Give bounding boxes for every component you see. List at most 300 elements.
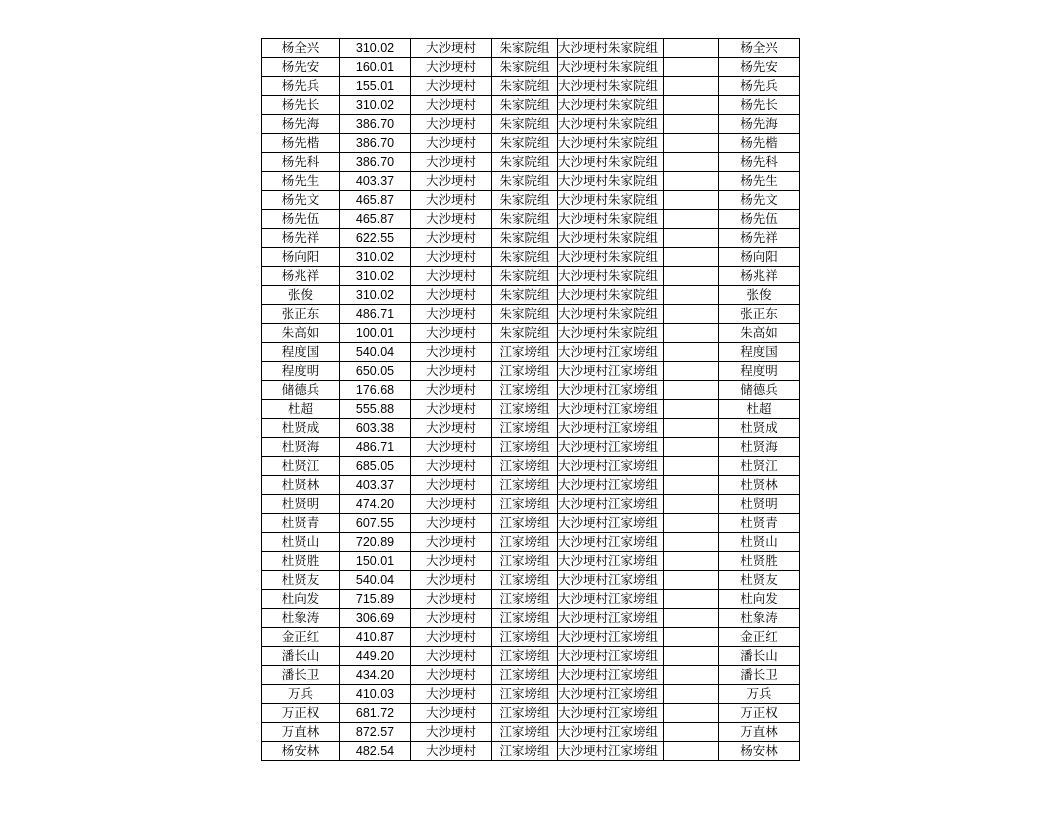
table-row xyxy=(262,590,800,609)
cell-village: 大沙埂村 xyxy=(411,286,492,305)
table-row xyxy=(262,628,800,647)
cell-group: 江家塝组 xyxy=(492,476,558,495)
cell-location: 大沙埂村江家塝组 xyxy=(558,685,664,704)
cell-village: 大沙埂村 xyxy=(411,685,492,704)
table-row xyxy=(262,685,800,704)
cell-owner: 程度明 xyxy=(719,362,800,381)
cell-blank xyxy=(664,77,719,96)
cell-village: 大沙埂村 xyxy=(411,552,492,571)
cell-blank xyxy=(664,704,719,723)
cell-name: 储德兵 xyxy=(262,381,340,400)
cell-area: 150.01 xyxy=(340,552,411,571)
cell-blank xyxy=(664,39,719,58)
table-row xyxy=(262,172,800,191)
cell-name: 杜象涛 xyxy=(262,609,340,628)
cell-location: 大沙埂村江家塝组 xyxy=(558,514,664,533)
cell-owner: 杨安林 xyxy=(719,742,800,761)
cell-owner: 万兵 xyxy=(719,685,800,704)
cell-area: 310.02 xyxy=(340,39,411,58)
cell-owner: 杨兆祥 xyxy=(719,267,800,286)
table-row xyxy=(262,324,800,343)
cell-village: 大沙埂村 xyxy=(411,723,492,742)
table-row xyxy=(262,495,800,514)
cell-owner: 杜贤青 xyxy=(719,514,800,533)
cell-name: 杨向阳 xyxy=(262,248,340,267)
cell-village: 大沙埂村 xyxy=(411,381,492,400)
cell-group: 朱家院组 xyxy=(492,115,558,134)
cell-group: 朱家院组 xyxy=(492,305,558,324)
table-row xyxy=(262,609,800,628)
cell-owner: 杨先长 xyxy=(719,96,800,115)
cell-owner: 杨向阳 xyxy=(719,248,800,267)
cell-village: 大沙埂村 xyxy=(411,438,492,457)
cell-name: 程度国 xyxy=(262,343,340,362)
cell-location: 大沙埂村江家塝组 xyxy=(558,533,664,552)
cell-owner: 杨先兵 xyxy=(719,77,800,96)
cell-group: 朱家院组 xyxy=(492,134,558,153)
cell-location: 大沙埂村江家塝组 xyxy=(558,343,664,362)
cell-area: 310.02 xyxy=(340,96,411,115)
cell-name: 金正红 xyxy=(262,628,340,647)
cell-location: 大沙埂村江家塝组 xyxy=(558,609,664,628)
cell-owner: 杜超 xyxy=(719,400,800,419)
cell-location: 大沙埂村江家塝组 xyxy=(558,742,664,761)
cell-group: 朱家院组 xyxy=(492,58,558,77)
cell-blank xyxy=(664,533,719,552)
cell-blank xyxy=(664,571,719,590)
table-row xyxy=(262,571,800,590)
cell-location: 大沙埂村朱家院组 xyxy=(558,210,664,229)
cell-name: 万正权 xyxy=(262,704,340,723)
cell-location: 大沙埂村江家塝组 xyxy=(558,419,664,438)
cell-blank xyxy=(664,590,719,609)
table-row xyxy=(262,666,800,685)
cell-area: 434.20 xyxy=(340,666,411,685)
cell-location: 大沙埂村朱家院组 xyxy=(558,286,664,305)
cell-location: 大沙埂村朱家院组 xyxy=(558,248,664,267)
cell-owner: 杨先文 xyxy=(719,191,800,210)
cell-name: 杨先楷 xyxy=(262,134,340,153)
cell-name: 杜贤海 xyxy=(262,438,340,457)
cell-owner: 杨先生 xyxy=(719,172,800,191)
cell-blank xyxy=(664,58,719,77)
cell-location: 大沙埂村朱家院组 xyxy=(558,324,664,343)
table-row xyxy=(262,115,800,134)
cell-owner: 杜贤友 xyxy=(719,571,800,590)
cell-location: 大沙埂村朱家院组 xyxy=(558,305,664,324)
cell-name: 杨先海 xyxy=(262,115,340,134)
cell-village: 大沙埂村 xyxy=(411,666,492,685)
cell-village: 大沙埂村 xyxy=(411,248,492,267)
cell-village: 大沙埂村 xyxy=(411,153,492,172)
cell-village: 大沙埂村 xyxy=(411,400,492,419)
cell-name: 杨兆祥 xyxy=(262,267,340,286)
cell-name: 杜贤胜 xyxy=(262,552,340,571)
cell-owner: 朱高如 xyxy=(719,324,800,343)
cell-blank xyxy=(664,400,719,419)
cell-area: 410.87 xyxy=(340,628,411,647)
cell-blank xyxy=(664,438,719,457)
cell-location: 大沙埂村朱家院组 xyxy=(558,229,664,248)
cell-owner: 杜贤林 xyxy=(719,476,800,495)
cell-blank xyxy=(664,115,719,134)
cell-location: 大沙埂村江家塝组 xyxy=(558,647,664,666)
table-row xyxy=(262,400,800,419)
cell-area: 100.01 xyxy=(340,324,411,343)
cell-owner: 金正红 xyxy=(719,628,800,647)
cell-location: 大沙埂村朱家院组 xyxy=(558,77,664,96)
cell-location: 大沙埂村朱家院组 xyxy=(558,191,664,210)
cell-group: 朱家院组 xyxy=(492,77,558,96)
cell-name: 张俊 xyxy=(262,286,340,305)
cell-area: 872.57 xyxy=(340,723,411,742)
cell-name: 万直林 xyxy=(262,723,340,742)
cell-blank xyxy=(664,742,719,761)
cell-area: 306.69 xyxy=(340,609,411,628)
cell-village: 大沙埂村 xyxy=(411,191,492,210)
cell-area: 681.72 xyxy=(340,704,411,723)
cell-name: 潘长山 xyxy=(262,647,340,666)
cell-name: 杜贤青 xyxy=(262,514,340,533)
cell-owner: 杜贤胜 xyxy=(719,552,800,571)
cell-group: 江家塝组 xyxy=(492,647,558,666)
cell-village: 大沙埂村 xyxy=(411,210,492,229)
cell-blank xyxy=(664,362,719,381)
table-row xyxy=(262,77,800,96)
cell-name: 杜超 xyxy=(262,400,340,419)
cell-village: 大沙埂村 xyxy=(411,58,492,77)
cell-group: 江家塝组 xyxy=(492,381,558,400)
cell-blank xyxy=(664,248,719,267)
cell-area: 555.88 xyxy=(340,400,411,419)
cell-location: 大沙埂村江家塝组 xyxy=(558,400,664,419)
cell-village: 大沙埂村 xyxy=(411,647,492,666)
cell-group: 江家塝组 xyxy=(492,457,558,476)
table-row xyxy=(262,419,800,438)
cell-group: 朱家院组 xyxy=(492,267,558,286)
table-row xyxy=(262,305,800,324)
cell-owner: 张俊 xyxy=(719,286,800,305)
cell-group: 江家塝组 xyxy=(492,704,558,723)
cell-blank xyxy=(664,476,719,495)
table-row xyxy=(262,533,800,552)
cell-village: 大沙埂村 xyxy=(411,590,492,609)
cell-group: 江家塝组 xyxy=(492,514,558,533)
table-row xyxy=(262,723,800,742)
table-row xyxy=(262,742,800,761)
table-row xyxy=(262,647,800,666)
cell-owner: 杜贤山 xyxy=(719,533,800,552)
cell-owner: 杨先海 xyxy=(719,115,800,134)
table-row xyxy=(262,286,800,305)
cell-name: 杜贤友 xyxy=(262,571,340,590)
cell-blank xyxy=(664,96,719,115)
cell-group: 江家塝组 xyxy=(492,666,558,685)
cell-village: 大沙埂村 xyxy=(411,704,492,723)
cell-blank xyxy=(664,381,719,400)
cell-group: 江家塝组 xyxy=(492,533,558,552)
cell-area: 386.70 xyxy=(340,115,411,134)
cell-blank xyxy=(664,457,719,476)
cell-area: 715.89 xyxy=(340,590,411,609)
cell-name: 杨先伍 xyxy=(262,210,340,229)
cell-group: 江家塝组 xyxy=(492,571,558,590)
cell-group: 江家塝组 xyxy=(492,400,558,419)
cell-owner: 杨先安 xyxy=(719,58,800,77)
cell-area: 540.04 xyxy=(340,343,411,362)
table-row xyxy=(262,267,800,286)
table-row xyxy=(262,457,800,476)
cell-name: 杜向发 xyxy=(262,590,340,609)
cell-name: 杨先安 xyxy=(262,58,340,77)
cell-blank xyxy=(664,267,719,286)
cell-group: 朱家院组 xyxy=(492,248,558,267)
cell-group: 朱家院组 xyxy=(492,191,558,210)
cell-village: 大沙埂村 xyxy=(411,134,492,153)
cell-name: 潘长卫 xyxy=(262,666,340,685)
cell-blank xyxy=(664,191,719,210)
cell-group: 朱家院组 xyxy=(492,96,558,115)
cell-area: 465.87 xyxy=(340,210,411,229)
table-row xyxy=(262,476,800,495)
cell-village: 大沙埂村 xyxy=(411,343,492,362)
cell-village: 大沙埂村 xyxy=(411,609,492,628)
cell-group: 江家塝组 xyxy=(492,609,558,628)
cell-area: 685.05 xyxy=(340,457,411,476)
cell-blank xyxy=(664,552,719,571)
cell-area: 622.55 xyxy=(340,229,411,248)
cell-group: 朱家院组 xyxy=(492,153,558,172)
cell-name: 杜贤成 xyxy=(262,419,340,438)
table-row xyxy=(262,552,800,571)
cell-group: 江家塝组 xyxy=(492,723,558,742)
cell-blank xyxy=(664,229,719,248)
cell-area: 486.71 xyxy=(340,305,411,324)
cell-village: 大沙埂村 xyxy=(411,115,492,134)
cell-village: 大沙埂村 xyxy=(411,742,492,761)
cell-location: 大沙埂村江家塝组 xyxy=(558,381,664,400)
table-row xyxy=(262,362,800,381)
cell-area: 403.37 xyxy=(340,172,411,191)
cell-group: 江家塝组 xyxy=(492,419,558,438)
cell-group: 朱家院组 xyxy=(492,229,558,248)
cell-blank xyxy=(664,609,719,628)
cell-owner: 潘长山 xyxy=(719,647,800,666)
cell-blank xyxy=(664,134,719,153)
table-body xyxy=(262,39,800,761)
cell-owner: 杨先伍 xyxy=(719,210,800,229)
cell-blank xyxy=(664,685,719,704)
table-row xyxy=(262,134,800,153)
cell-group: 江家塝组 xyxy=(492,628,558,647)
cell-blank xyxy=(664,210,719,229)
cell-group: 江家塝组 xyxy=(492,362,558,381)
cell-village: 大沙埂村 xyxy=(411,628,492,647)
cell-area: 465.87 xyxy=(340,191,411,210)
cell-area: 482.54 xyxy=(340,742,411,761)
cell-owner: 储德兵 xyxy=(719,381,800,400)
cell-location: 大沙埂村江家塝组 xyxy=(558,590,664,609)
cell-owner: 杜贤海 xyxy=(719,438,800,457)
table-row xyxy=(262,343,800,362)
cell-location: 大沙埂村朱家院组 xyxy=(558,39,664,58)
cell-group: 朱家院组 xyxy=(492,210,558,229)
cell-name: 朱高如 xyxy=(262,324,340,343)
cell-group: 江家塝组 xyxy=(492,552,558,571)
cell-area: 386.70 xyxy=(340,134,411,153)
cell-area: 386.70 xyxy=(340,153,411,172)
cell-location: 大沙埂村朱家院组 xyxy=(558,96,664,115)
cell-blank xyxy=(664,172,719,191)
table-row xyxy=(262,153,800,172)
table-row xyxy=(262,438,800,457)
cell-area: 486.71 xyxy=(340,438,411,457)
cell-owner: 杜贤江 xyxy=(719,457,800,476)
cell-owner: 潘长卫 xyxy=(719,666,800,685)
cell-area: 410.03 xyxy=(340,685,411,704)
cell-village: 大沙埂村 xyxy=(411,229,492,248)
cell-owner: 杜贤成 xyxy=(719,419,800,438)
cell-location: 大沙埂村朱家院组 xyxy=(558,115,664,134)
cell-village: 大沙埂村 xyxy=(411,419,492,438)
cell-blank xyxy=(664,305,719,324)
cell-name: 杨安林 xyxy=(262,742,340,761)
table-row xyxy=(262,704,800,723)
cell-group: 江家塝组 xyxy=(492,590,558,609)
cell-blank xyxy=(664,343,719,362)
cell-blank xyxy=(664,723,719,742)
cell-owner: 程度国 xyxy=(719,343,800,362)
cell-name: 杨先科 xyxy=(262,153,340,172)
cell-location: 大沙埂村朱家院组 xyxy=(558,153,664,172)
cell-blank xyxy=(664,419,719,438)
cell-area: 449.20 xyxy=(340,647,411,666)
cell-blank xyxy=(664,324,719,343)
cell-group: 江家塝组 xyxy=(492,495,558,514)
cell-village: 大沙埂村 xyxy=(411,476,492,495)
cell-village: 大沙埂村 xyxy=(411,533,492,552)
cell-owner: 杨全兴 xyxy=(719,39,800,58)
cell-owner: 杜向发 xyxy=(719,590,800,609)
cell-name: 杜贤江 xyxy=(262,457,340,476)
cell-group: 朱家院组 xyxy=(492,39,558,58)
cell-group: 江家塝组 xyxy=(492,438,558,457)
cell-location: 大沙埂村江家塝组 xyxy=(558,704,664,723)
cell-group: 朱家院组 xyxy=(492,324,558,343)
cell-owner: 万直林 xyxy=(719,723,800,742)
cell-village: 大沙埂村 xyxy=(411,172,492,191)
cell-owner: 杨先祥 xyxy=(719,229,800,248)
cell-village: 大沙埂村 xyxy=(411,96,492,115)
cell-village: 大沙埂村 xyxy=(411,39,492,58)
cell-location: 大沙埂村江家塝组 xyxy=(558,666,664,685)
cell-owner: 张正东 xyxy=(719,305,800,324)
cell-area: 603.38 xyxy=(340,419,411,438)
cell-owner: 杨先科 xyxy=(719,153,800,172)
cell-group: 朱家院组 xyxy=(492,286,558,305)
cell-area: 403.37 xyxy=(340,476,411,495)
table-row xyxy=(262,229,800,248)
cell-blank xyxy=(664,514,719,533)
table-row xyxy=(262,381,800,400)
cell-location: 大沙埂村江家塝组 xyxy=(558,476,664,495)
cell-location: 大沙埂村江家塝组 xyxy=(558,438,664,457)
cell-location: 大沙埂村朱家院组 xyxy=(558,134,664,153)
cell-area: 155.01 xyxy=(340,77,411,96)
cell-area: 607.55 xyxy=(340,514,411,533)
cell-name: 杨先祥 xyxy=(262,229,340,248)
cell-group: 江家塝组 xyxy=(492,343,558,362)
cell-name: 杨先兵 xyxy=(262,77,340,96)
cell-blank xyxy=(664,647,719,666)
cell-location: 大沙埂村朱家院组 xyxy=(558,172,664,191)
cell-owner: 杜象涛 xyxy=(719,609,800,628)
cell-location: 大沙埂村朱家院组 xyxy=(558,58,664,77)
cell-name: 张正东 xyxy=(262,305,340,324)
cell-location: 大沙埂村江家塝组 xyxy=(558,495,664,514)
table-row xyxy=(262,191,800,210)
table-row xyxy=(262,58,800,77)
cell-village: 大沙埂村 xyxy=(411,305,492,324)
cell-location: 大沙埂村江家塝组 xyxy=(558,571,664,590)
cell-group: 江家塝组 xyxy=(492,742,558,761)
cell-blank xyxy=(664,495,719,514)
cell-name: 杜贤明 xyxy=(262,495,340,514)
cell-name: 杜贤林 xyxy=(262,476,340,495)
table-row xyxy=(262,514,800,533)
table-row xyxy=(262,210,800,229)
table-row xyxy=(262,248,800,267)
cell-blank xyxy=(664,628,719,647)
cell-village: 大沙埂村 xyxy=(411,514,492,533)
cell-blank xyxy=(664,153,719,172)
cell-village: 大沙埂村 xyxy=(411,324,492,343)
cell-group: 江家塝组 xyxy=(492,685,558,704)
cell-village: 大沙埂村 xyxy=(411,571,492,590)
cell-village: 大沙埂村 xyxy=(411,495,492,514)
cell-blank xyxy=(664,286,719,305)
cell-location: 大沙埂村朱家院组 xyxy=(558,267,664,286)
cell-village: 大沙埂村 xyxy=(411,362,492,381)
cell-village: 大沙埂村 xyxy=(411,267,492,286)
table-row xyxy=(262,96,800,115)
cell-area: 160.01 xyxy=(340,58,411,77)
cell-area: 474.20 xyxy=(340,495,411,514)
cell-location: 大沙埂村江家塝组 xyxy=(558,628,664,647)
cell-area: 540.04 xyxy=(340,571,411,590)
cell-name: 程度明 xyxy=(262,362,340,381)
cell-area: 310.02 xyxy=(340,267,411,286)
cell-owner: 杜贤明 xyxy=(719,495,800,514)
cell-name: 杨全兴 xyxy=(262,39,340,58)
cell-location: 大沙埂村江家塝组 xyxy=(558,457,664,476)
cell-owner: 杨先楷 xyxy=(719,134,800,153)
cell-area: 720.89 xyxy=(340,533,411,552)
cell-name: 杨先长 xyxy=(262,96,340,115)
cell-group: 朱家院组 xyxy=(492,172,558,191)
cell-location: 大沙埂村江家塝组 xyxy=(558,552,664,571)
cell-village: 大沙埂村 xyxy=(411,77,492,96)
cell-name: 万兵 xyxy=(262,685,340,704)
cell-village: 大沙埂村 xyxy=(411,457,492,476)
cell-area: 650.05 xyxy=(340,362,411,381)
cell-owner: 万正权 xyxy=(719,704,800,723)
cell-area: 176.68 xyxy=(340,381,411,400)
cell-location: 大沙埂村江家塝组 xyxy=(558,723,664,742)
cell-blank xyxy=(664,666,719,685)
cell-name: 杜贤山 xyxy=(262,533,340,552)
cell-name: 杨先生 xyxy=(262,172,340,191)
